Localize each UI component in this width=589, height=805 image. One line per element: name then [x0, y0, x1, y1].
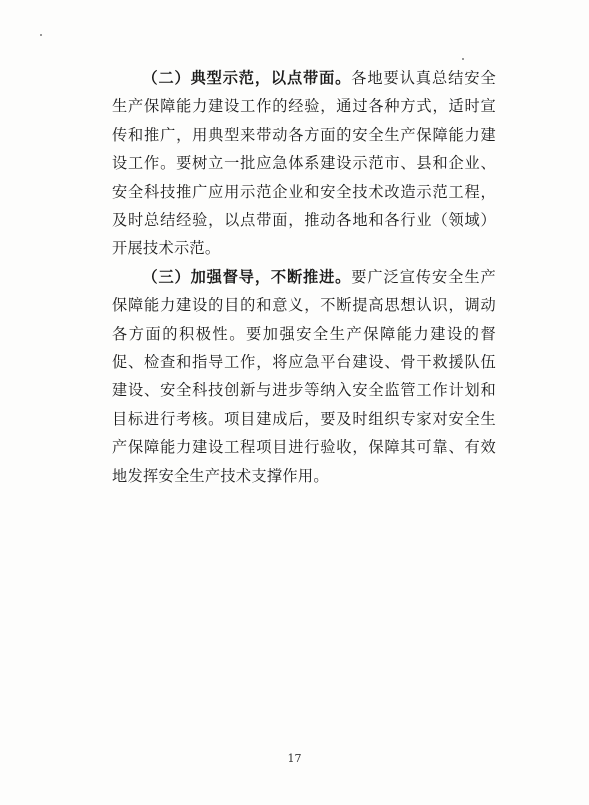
paragraph-text: 各地要认真总结安全生产保障能力建设工作的经验，通过各种方式，适时宣传和推广，用典型来带动各方面的安全生产保障能力建设工作。要树立一批应急体系建设示范市、县和企业、安全科技推广应用示范企业和安全技术改造示范工程，及时总结经验，以点带面，推动各地和各行业（领域）开展技术示范。 [112, 69, 496, 258]
paragraph-heading: （二）典型示范，以点带面。 [142, 69, 352, 87]
scan-speck [462, 58, 464, 60]
paragraph-typical-demonstration [112, 64, 496, 263]
page-number: 17 [287, 752, 302, 765]
document-body [112, 64, 496, 490]
scan-speck [40, 34, 42, 36]
paragraph-heading: （三）加强督导，不断推进。 [142, 267, 352, 286]
paragraph-text: 要广泛宣传安全生产保障能力建设的目的和意义，不断提高思想认识，调动各方面的积极性。要加强安全生产保障能力建设的督促、检查和指导工作，将应急平台建设、骨干救援队伍建设、安全科技创新与进步等纳入安全监管工作计划和目标进行考核。项目建成后，要及时组织专家对安全生产保障能力建设工程项目进行验收，保障其可靠、有效地发挥安全生产技术支撑作用。 [112, 267, 496, 485]
paragraph-supervision [112, 263, 496, 490]
